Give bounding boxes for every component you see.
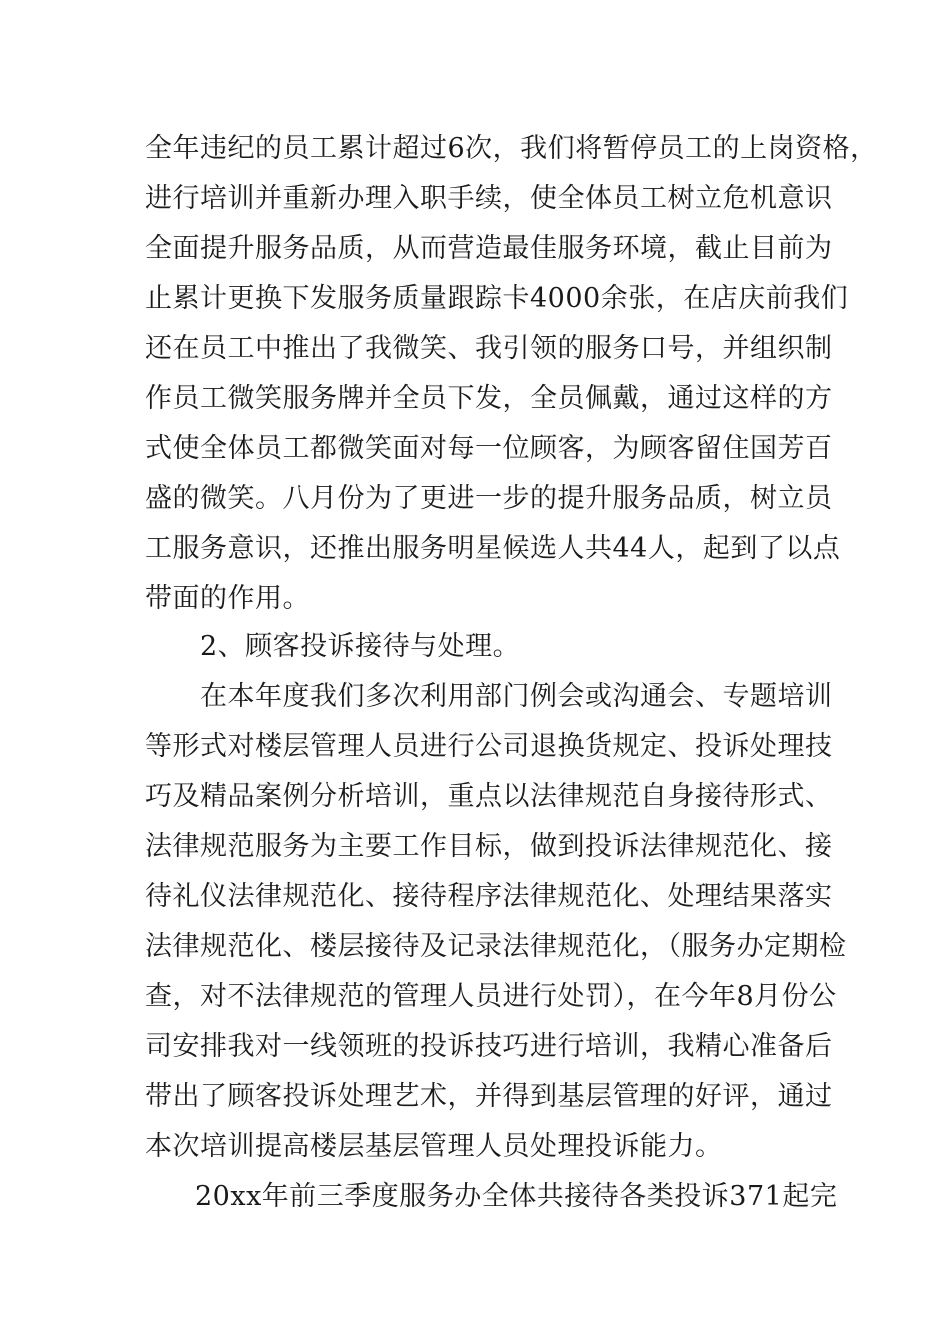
body-text-line: 司安排我对一线领班的投诉技巧进行培训，我精心准备后 [145,1031,833,1062]
body-text-line: 全面提升服务品质，从而营造最佳服务环境，截止目前为 [145,233,833,264]
body-text-line: 本次培训提高楼层基层管理人员处理投诉能力。 [145,1131,723,1162]
paragraph-first-line: 在本年度我们多次利用部门例会或沟通会、专题培训 [200,681,833,712]
section-heading: 2、顾客投诉接待与处理。 [200,631,521,662]
body-text-line: 全年违纪的员工累计超过6次，我们将暂停员工的上岗资格， [145,133,878,164]
body-text-line: 巧及精品案例分析培训，重点以法律规范自身接待形式、 [145,781,833,812]
body-text-line: 进行培训并重新办理入职手续，使全体员工树立危机意识 [145,183,833,214]
body-text-line: 带面的作用。 [145,583,310,614]
body-text-line: 待礼仪法律规范化、接待程序法律规范化、处理结果落实 [145,881,833,912]
body-text-line: 带出了顾客投诉处理艺术，并得到基层管理的好评，通过 [145,1081,833,1112]
body-text-line: 式使全体员工都微笑面对每一位顾客，为顾客留住国芳百 [145,433,833,464]
body-text-line: 法律规范化、楼层接待及记录法律规范化，（服务办定期检 [145,931,847,962]
body-text-line: 盛的微笑。八月份为了更进一步的提升服务品质，树立员 [145,483,833,514]
body-text-line: 法律规范服务为主要工作目标，做到投诉法律规范化、接 [145,831,833,862]
body-text-line: 查，对不法律规范的管理人员进行处罚），在今年8月份公 [145,981,837,1012]
body-text-line: 止累计更换下发服务质量跟踪卡4000余张，在店庆前我们 [145,283,849,314]
body-text-line: 等形式对楼层管理人员进行公司退换货规定、投诉处理技 [145,731,833,762]
body-text-line: 工服务意识，还推出服务明星候选人共44人，起到了以点 [145,533,841,564]
body-text-line: 作员工微笑服务牌并全员下发，全员佩戴，通过这样的方 [145,383,833,414]
paragraph-first-line: 20xx年前三季度服务办全体共接待各类投诉371起完 [195,1181,838,1212]
body-text-line: 还在员工中推出了我微笑、我引领的服务口号，并组织制 [145,333,833,364]
